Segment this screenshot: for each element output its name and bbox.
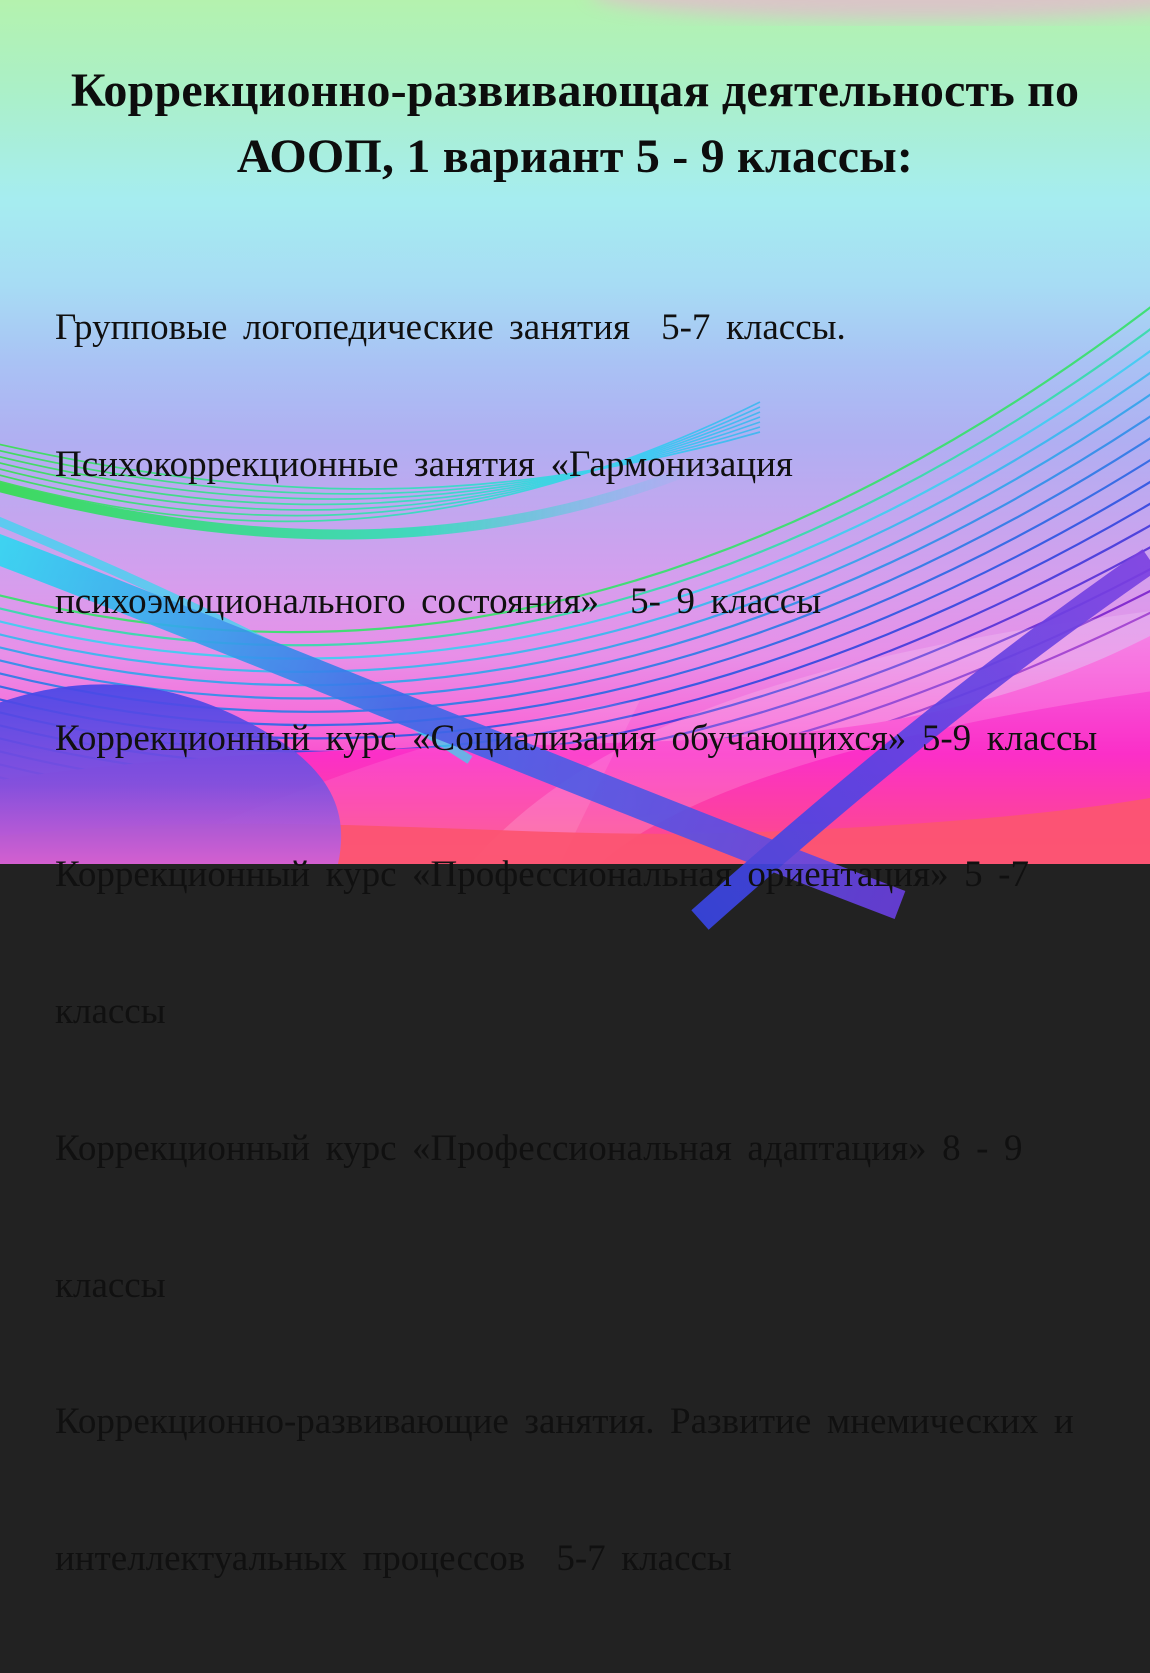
body-line-5: Коррекционный курс «Профессиональная ориентация» 5 -7	[55, 854, 1029, 896]
slide-title	[20, 58, 1130, 190]
body-line-2: Психокоррекционные занятия «Гармонизация	[55, 443, 793, 485]
title-line-2: АООП, 1 вариант 5 - 9 классы:	[236, 130, 914, 184]
title-line-1: Коррекционно-развивающая деятельность по	[70, 64, 1080, 118]
body-line-4: Коррекционный курс «Социализация обучающихся» 5-9 классы	[55, 717, 1098, 759]
body-line-1: Групповые логопедические занятия 5-7 классы.	[55, 307, 846, 349]
body-line-9: Коррекционно-развивающие занятия. Развитие мнемических и	[55, 1401, 1074, 1443]
body-line-6: классы	[55, 991, 166, 1033]
body-line-8: классы	[55, 1264, 166, 1306]
body-line-10: интеллектуальных процессов 5-7 классы	[55, 1538, 732, 1580]
body-line-3: психоэмоционального состояния» 5- 9 классы	[55, 580, 822, 622]
slide-body-text	[55, 214, 1120, 1673]
body-line-7: Коррекционный курс «Профессиональная адаптация» 8 - 9	[55, 1127, 1023, 1169]
top-pink-wisp	[590, 0, 1150, 20]
